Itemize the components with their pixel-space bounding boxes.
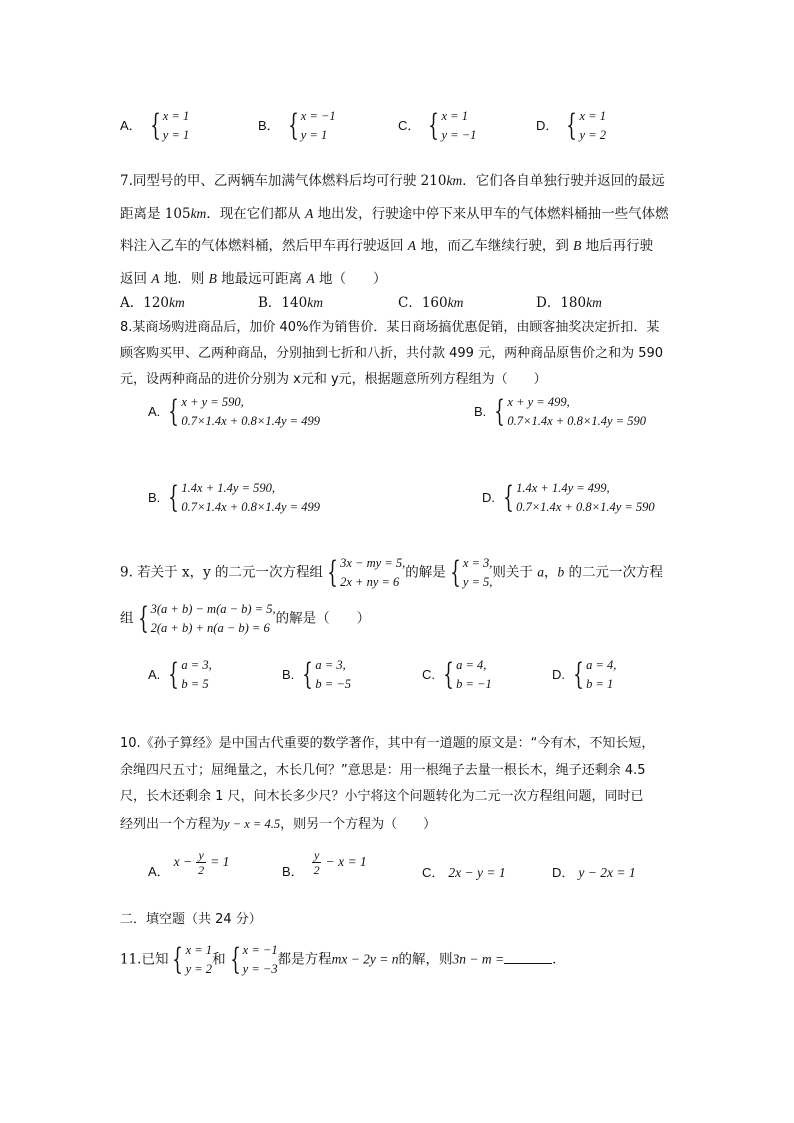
q10-option-a: A．x − $\frac{y}{2}$ = 1 xyxy=(148,848,230,879)
q9-option-a: A. { a = 3, b = 5 xyxy=(148,657,212,692)
q6-option-d: D． { x = 1 y = 2 xyxy=(536,108,606,143)
q9-option-d: D. { a = 4, b = 1 xyxy=(552,657,617,692)
q7-option-d: D．180km xyxy=(536,295,602,311)
question-10: 10.《孙子算经》是中国古代重要的数学著作，其中有一道题的原文是：“今有木，不知长短， 余绳四尺五寸；屈绳量之，木长几何？”意思是：用一根绳子去量一根长木，绳子还剩余 4.5 尺，长木还剩余 1 尺，问木长多少尺？小宁将这个问题转化为二元一次方程组问题，同时已 xyxy=(120,736,655,804)
q8-option-c: B. { 1.4x + 1.4y = 590, 0.7×1.4x + 0.8×1.4y = 499 xyxy=(148,480,320,515)
q7-option-a: A．120km xyxy=(120,295,185,311)
question-8: 8.某商场购进商品后，加价 40%作为销售价．某日商场搞优惠促销，由顾客抽奖决定折扣．某 顾客购买甲、乙两种商品，分别抽到七折和八折，共付款 499 元，两种商品原售价之和为 590 元，设两种商品的进价分别为 x元和 y元，根据题意所列方程组为（ ） xyxy=(120,320,664,387)
q8-option-d: D. { 1.4x + 1.4y = 499, 0.7×1.4x + 0.8×1.4y = 590 xyxy=(482,480,655,515)
q6-option-c: C． { x = 1 y = −1 xyxy=(398,108,477,143)
q8-option-b: B. { x + y = 499, 0.7×1.4x + 0.8×1.4y = 590 xyxy=(474,394,646,429)
q10-option-b: B． $\frac{y}{2}$ − x = 1 xyxy=(282,848,367,879)
question-11: 11.已知 { x = 1 y = 2 和 { x = −1 y = −3 都是方程mx − 2y = n的解，则3n − m = ． xyxy=(120,942,566,977)
section-heading: 二．填空题（共 24 分） xyxy=(120,912,262,927)
q8-option-a: A. { x + y = 590, 0.7×1.4x + 0.8×1.4y = 499 xyxy=(148,394,320,429)
answer-blank[interactable] xyxy=(504,962,552,964)
q7-option-b: B．140km xyxy=(258,295,323,311)
question-9-line-2: 组 { 3(a + b) − m(a − b) = 5, 2(a + b) + n(a − b) = 6 的解是（ ） xyxy=(120,601,371,636)
q10-option-c: C． 2x − y = 1 xyxy=(422,865,506,880)
q10-option-d: D． y − 2x = 1 xyxy=(552,865,636,880)
question-9-line-1: 9. 若关于 x，y 的二元一次方程组 { 3x − my = 5, 2x + ny = 6 的解是 { x = 3, y = 5, 则关于 a，b 的二元一次方程 xyxy=(120,555,664,590)
q7-option-c: C．160km xyxy=(398,295,464,311)
q6-option-b: B． { x = −1 y = 1 xyxy=(258,108,336,143)
question-7: 7.同型号的甲、乙两辆车加满气体燃料后均可行驶 210km．它们各自单独行驶并返回的最远 距离是 105km．现在它们都从 A 地出发，行驶途中停下来从甲车的气体燃料桶抽一些气体燃 料注入乙车的气体燃料桶，然后甲车再行驶返回 A 地，而乙车继续行驶，到 B 地后再行驶 返回 A 地．则 B 地最远可距离 A 地（ ） xyxy=(120,173,669,287)
q6-option-a: A． { x = 1 y = 1 xyxy=(120,108,190,143)
question-10-line-4: 经列出一个方程为y − x = 4.5，则另一个方程为（ ） xyxy=(120,817,437,832)
q9-option-c: C. { a = 4, b = −1 xyxy=(422,657,492,692)
q9-option-b: B. { a = 3, b = −5 xyxy=(282,657,352,692)
